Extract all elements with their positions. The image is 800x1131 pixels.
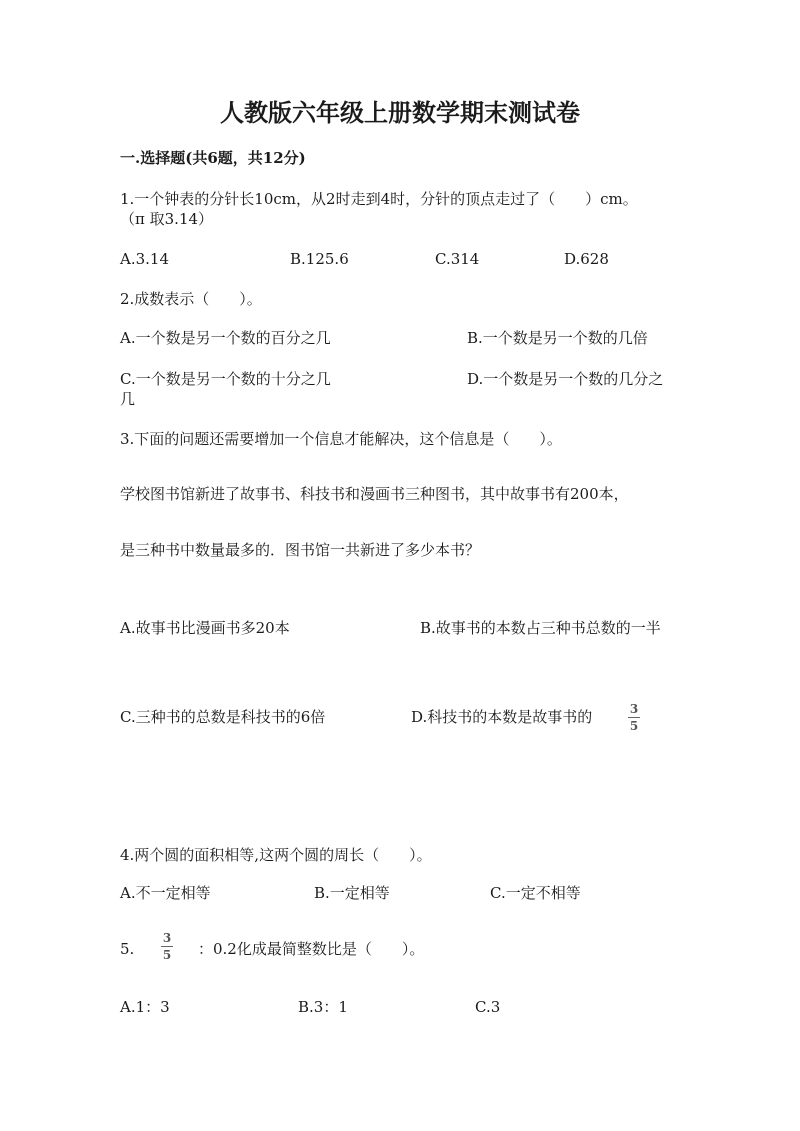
question-5-number: 5. (120, 940, 135, 958)
question-2-option-c: C.一个数是另一个数的十分之几 (120, 370, 331, 388)
question-3-stem: 3.下面的问题还需要增加一个信息才能解决，这个信息是（ ）。 (120, 430, 562, 448)
question-2-option-d-wrap: 几 (120, 390, 136, 408)
question-1-stem-cont: （π 取3.14） (120, 210, 214, 228)
fraction-numerator: 3 (629, 702, 639, 716)
question-3-passage-line-2: 是三种书中数量最多的．图书馆一共新进了多少本书？ (120, 541, 481, 559)
question-3-fraction (627, 703, 641, 732)
question-1-option-c: C.314 (435, 250, 480, 268)
question-2-option-b: B.一个数是另一个数的几倍 (467, 329, 648, 347)
question-5-option-c: C.3 (475, 998, 501, 1016)
fraction-bar (161, 946, 173, 947)
question-5-fraction (160, 932, 174, 961)
question-5-option-b: B.3：1 (298, 998, 348, 1016)
question-3-option-c: C.三种书的总数是科技书的6倍 (120, 708, 326, 726)
section-heading: 一.选择题(共6题，共12分) (120, 149, 306, 167)
question-3-option-a: A.故事书比漫画书多20本 (120, 619, 290, 637)
fraction-numerator: 3 (162, 931, 172, 945)
question-5-stem: ：0.2化成最简整数比是（ ）。 (198, 940, 425, 958)
question-4-option-b: B.一定相等 (314, 884, 390, 902)
fraction-denominator: 5 (629, 719, 639, 733)
question-1-option-a: A.3.14 (120, 250, 169, 268)
question-2-option-d: D.一个数是另一个数的几分之 (467, 370, 664, 388)
fraction-denominator: 5 (162, 948, 172, 962)
question-4-stem: 4.两个圆的面积相等,这两个圆的周长（ ）。 (120, 846, 432, 864)
question-1-option-d: D.628 (564, 250, 609, 268)
question-2-option-a: A.一个数是另一个数的百分之几 (120, 329, 331, 347)
question-4-option-a: A.不一定相等 (120, 884, 211, 902)
question-5-option-a: A.1：3 (120, 998, 170, 1016)
question-1-option-b: B.125.6 (290, 250, 349, 268)
question-1-stem: 1.一个钟表的分针长10cm，从2时走到4时，分针的顶点走过了（ ）cm。 (120, 190, 638, 208)
question-3-option-b: B.故事书的本数占三种书总数的一半 (420, 619, 661, 637)
page-title: 人教版六年级上册数学期末测试卷 (220, 98, 580, 127)
question-2-stem: 2.成数表示（ ）。 (120, 290, 262, 308)
question-3-passage-line-1: 学校图书馆新进了故事书、科技书和漫画书三种图书，其中故事书有200本， (120, 485, 629, 503)
question-4-option-c: C.一定不相等 (490, 884, 581, 902)
question-3-option-d: D.科技书的本数是故事书的 (411, 708, 593, 726)
fraction-bar (628, 717, 640, 718)
